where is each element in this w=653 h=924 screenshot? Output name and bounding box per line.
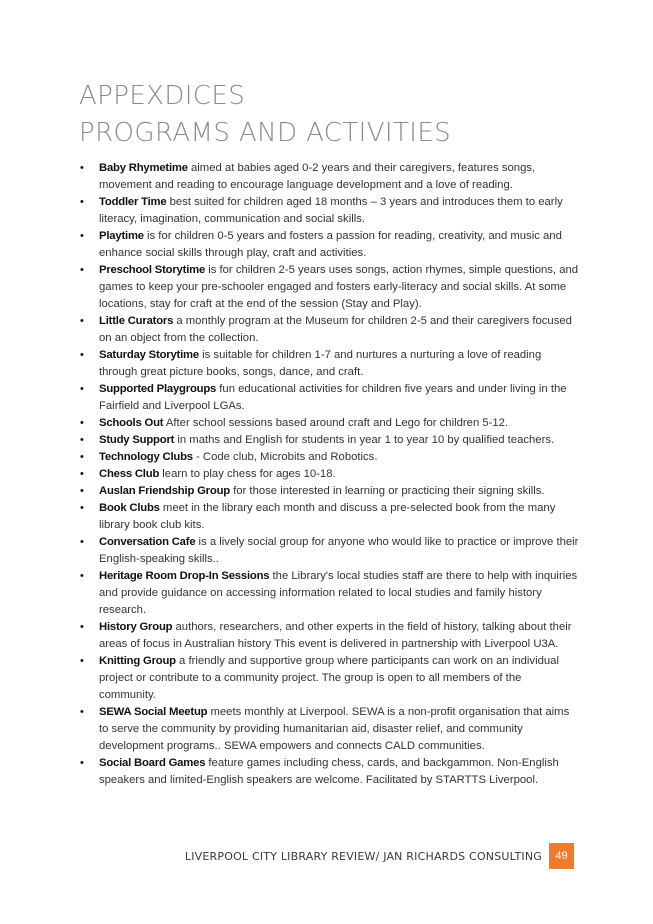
bullet-icon: •: [80, 417, 84, 429]
program-name: Playtime: [99, 230, 144, 242]
program-list: [80, 160, 580, 789]
program-name: Technology Clubs: [99, 451, 193, 463]
program-name: Schools Out: [99, 417, 164, 429]
program-description: - Code club, Microbits and Robotics.: [192, 451, 378, 463]
program-description: a monthly program at the Museum for children 2-5 and their caregivers focused on an object from the collection.: [99, 315, 572, 344]
program-description: is for children 2-5 years uses songs, action rhymes, simple questions, and games to keep your pre-schooler engaged and fosters early-literacy and social skills. At some locations, stay for craft at the end of the session (Stay and Play).: [99, 264, 579, 310]
bullet-icon: •: [80, 621, 84, 633]
program-name: Heritage Room Drop-In Sessions: [99, 570, 270, 582]
list-item: [80, 381, 580, 415]
program-name: Social Board Games: [99, 757, 206, 769]
list-item: [80, 347, 580, 381]
program-description: the Library's local studies staff are there to help with inquiries and provide guidance on accessing information related to local studies and family history research.: [99, 570, 578, 616]
program-name: Saturday Storytime: [99, 349, 199, 361]
bullet-icon: •: [80, 196, 84, 208]
list-item: [80, 500, 580, 534]
program-name: Toddler Time: [99, 196, 167, 208]
page-title: [79, 78, 599, 152]
program-description: in maths and English for students in year 1 to year 10 by qualified teachers.: [174, 434, 555, 446]
program-name: Book Clubs: [99, 502, 160, 514]
program-name: History Group: [99, 621, 173, 633]
program-name: Knitting Group: [99, 655, 176, 667]
program-description: for those interested in learning or practicing their signing skills.: [229, 485, 545, 497]
title-line-appendices: APPEXDICES: [79, 81, 246, 111]
bullet-icon: •: [80, 315, 84, 327]
program-name: Supported Playgroups: [99, 383, 217, 395]
program-description: meet in the library each month and discuss a pre-selected book from the many library book club kits.: [99, 502, 556, 531]
program-name: Study Support: [99, 434, 175, 446]
bullet-icon: •: [80, 485, 84, 497]
bullet-icon: •: [80, 757, 84, 769]
list-item: [80, 415, 580, 432]
list-item: [80, 755, 580, 789]
bullet-icon: •: [80, 162, 84, 174]
bullet-icon: •: [80, 383, 84, 395]
bullet-icon: •: [80, 706, 84, 718]
footer-title: LIVERPOOL CITY LIBRARY REVIEW/ JAN RICHARDS CONSULTING: [184, 849, 542, 863]
bullet-icon: •: [80, 451, 84, 463]
list-item: [80, 160, 580, 194]
program-description: a friendly and supportive group where participants can work on an individual project or contribute to a community project. The group is open to all members of the community.: [99, 655, 559, 701]
list-item: [80, 619, 580, 653]
bullet-icon: •: [80, 264, 84, 276]
program-name: Baby Rhymetime: [99, 162, 188, 174]
list-item: [80, 449, 580, 466]
program-name: Chess Club: [99, 468, 160, 480]
list-item: [80, 483, 580, 500]
program-description: is suitable for children 1-7 and nurtures a nurturing a love of reading through great picture books, songs, dance, and craft.: [99, 349, 542, 378]
program-description: feature games including chess, cards, and backgammon. Non-English speakers and limited-English speakers are welcome. Facilitated by STARTTS Liverpool.: [99, 757, 559, 786]
list-item: [80, 432, 580, 449]
bullet-icon: •: [80, 349, 84, 361]
program-description: aimed at babies aged 0-2 years and their caregivers, features songs, movement and reading to encourage language development and a love of reading.: [99, 162, 536, 191]
program-description: learn to play chess for ages 10-18.: [159, 468, 336, 480]
bullet-icon: •: [80, 468, 84, 480]
title-line-programs: PROGRAMS AND ACTIVITIES: [79, 118, 452, 148]
list-item: [80, 262, 580, 313]
program-name: SEWA Social Meetup: [99, 706, 208, 718]
program-description: is a lively social group for anyone who would like to practice or improve their English-speaking skills..: [99, 536, 579, 565]
list-item: [80, 313, 580, 347]
bullet-icon: •: [80, 536, 84, 548]
program-description: best suited for children aged 18 months – 3 years and introduces them to early literacy, imagination, communication and social skills.: [99, 196, 563, 225]
list-item: [80, 653, 580, 704]
bullet-icon: •: [80, 502, 84, 514]
program-name: Preschool Storytime: [99, 264, 206, 276]
program-name: Little Curators: [99, 315, 174, 327]
page-footer: [185, 843, 574, 869]
program-name: Auslan Friendship Group: [99, 485, 230, 497]
bullet-icon: •: [80, 230, 84, 242]
list-item: [80, 534, 580, 568]
list-item: [80, 466, 580, 483]
program-description: is for children 0-5 years and fosters a passion for reading, creativity, and music and enhance social skills through play, craft and activities.: [99, 230, 562, 259]
list-item: [80, 194, 580, 228]
program-description: authors, researchers, and other experts in the field of history, talking about their areas of focus in Australian history This event is delivered in partnership with Liverpool U3A.: [99, 621, 572, 650]
program-description: fun educational activities for children five years and under living in the Fairfield and Liverpool LGAs.: [99, 383, 567, 412]
program-description: meets monthly at Liverpool. SEWA is a non-profit organisation that aims to serve the community by providing humanitarian aid, disaster relief, and community development programs.. SEWA empowers and connects CALD communities.: [99, 706, 570, 752]
list-item: [80, 704, 580, 755]
page-number-badge: 49: [549, 843, 574, 869]
list-item: [80, 228, 580, 262]
bullet-icon: •: [80, 434, 84, 446]
program-name: Conversation Cafe: [99, 536, 196, 548]
bullet-icon: •: [80, 655, 84, 667]
program-description: After school sessions based around craft and Lego for children 5-12.: [163, 417, 509, 429]
bullet-icon: •: [80, 570, 84, 582]
list-item: [80, 568, 580, 619]
